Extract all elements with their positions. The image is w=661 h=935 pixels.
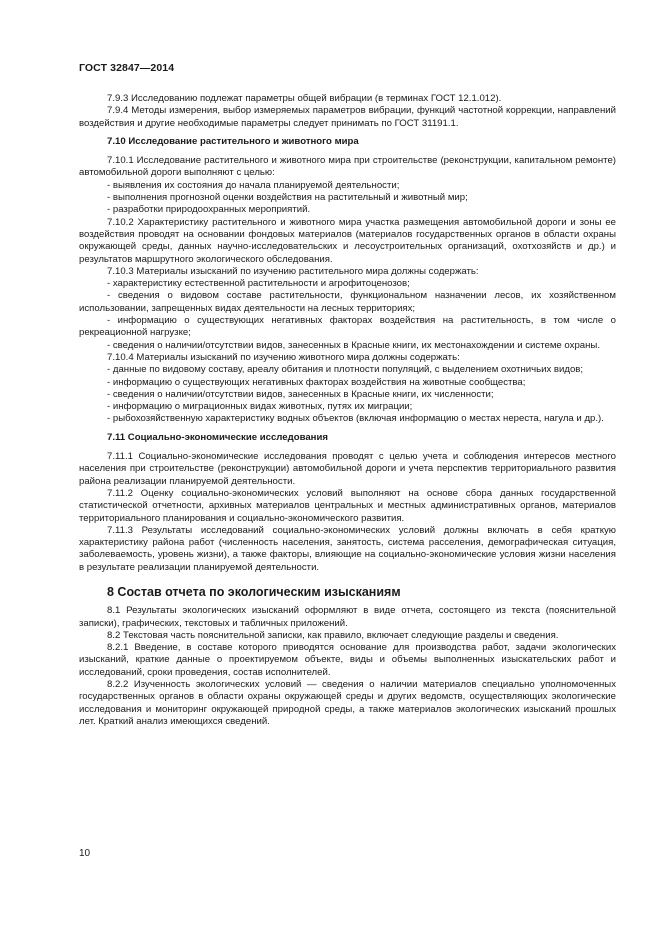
- paragraph-8-1: 8.1 Результаты экологических изысканий оформляют в виде отчета, состоящего из текста (пояснительной записки), графических, текстовых и табличных приложений.: [79, 605, 616, 629]
- document-body: [79, 93, 616, 728]
- list-item: - информацию о существующих негативных факторах воздействия на животные сообщества;: [107, 376, 526, 388]
- paragraph-7-11-3: 7.11.3 Результаты исследований социально-экономических условий должны включать в себя краткую характеристику района работ (численность населения, занятость, система расселения, демографическая ситуация, заболеваемость, уровень жизни), а также факторы, влияющие на социально-экономические условия жизни населения в результате реализации планируемой деятельности.: [79, 524, 616, 573]
- paragraph-7-10-1: 7.10.1 Исследование растительного и животного мира при строительстве (реконструкции, капитальном ремонте) автомобильной дороги выполняют с целью:: [79, 155, 616, 179]
- list-item: - разработки природоохранных мероприятий.: [107, 204, 311, 216]
- list-item: - сведения о видовом составе растительности, функциональном назначении лесов, их хозяйственном использовании, запрещенных видах деятельности на лесных территориях;: [79, 290, 616, 314]
- paragraph-7-11-2: 7.11.2 Оценку социально-экономических условий выполняют на основе сбора данных государственной статистической отчетности, архивных материалов центральных и местных административных органов, материалов территориального планирования и социально-экономического развития.: [79, 487, 616, 524]
- page-number: 10: [79, 848, 91, 859]
- list-item: - характеристику естественной растительности и агрофитоценозов;: [107, 278, 410, 290]
- list-item: - информацию о существующих негативных факторах воздействия на растительность, в том числе о рекреационной нагрузке;: [79, 315, 616, 339]
- list-item: - данные по видовому составу, ареалу обитания и плотности популяций, с выделением охотничьих видов;: [107, 364, 584, 376]
- paragraph-7-10-2: 7.10.2 Характеристику растительного и животного мира участка размещения автомобильной дороги и зоны ее воздействия проводят на основании фондовых материалов (материалов государственных органов в области охраны окружающей среды, данных научно-исследовательских и лесоустроительных организаций, охотхозяйств и др.) и результатов маршрутного экологического обследования.: [79, 216, 616, 265]
- list-item: - информацию о миграционных видах животных, путях их миграции;: [107, 401, 413, 413]
- paragraph-8-2-2: 8.2.2 Изученность экологических условий — сведения о наличии материалов специально уполномоченных государственных органов в области охраны окружающей среды и других ведомств, осуществляющих экологические исследования и мониторинг окружающей природной среды, а также материалов экологических изысканий прошлых лет. Краткий анализ имеющихся сведений.: [79, 679, 616, 727]
- list-item: - сведения о наличии/отсутствии видов, занесенных в Красные книги, их местонахождении и системе охраны.: [107, 339, 600, 351]
- list-item: - рыбохозяйственную характеристику водных объектов (включая информацию о местах нереста, нагула и др.).: [107, 413, 604, 425]
- paragraph-7-9-3: 7.9.3 Исследованию подлежат параметры общей вибрации (в терминах ГОСТ 12.1.012).: [107, 93, 502, 104]
- paragraph-8-2-1: 8.2.1 Введение, в составе которого приводятся основание для производства работ, задачи экологических изысканий, краткие данные о проектируемом объекте, виды и объемы выполненных изыскательских работ и исследований, сроки проведения, состав исполнителей.: [79, 642, 616, 678]
- section-heading-7-10: 7.10 Исследование растительного и животного мира: [107, 135, 359, 147]
- paragraph-7-10-4: 7.10.4 Материалы изысканий по изучению животного мира должны содержать:: [107, 351, 460, 363]
- paragraph-8-2: 8.2 Текстовая часть пояснительной записки, как правило, включает следующие разделы и сведения.: [107, 629, 559, 641]
- list-item: - сведения о наличии/отсутствии видов, занесенных в Красные книги, их численности;: [107, 388, 494, 400]
- list-item: - выявления их состояния до начала планируемой деятельности;: [107, 179, 400, 191]
- section-heading-8: 8 Состав отчета по экологическим изысканиям: [107, 584, 401, 599]
- document-header: ГОСТ 32847—2014: [79, 62, 175, 74]
- list-item: - выполнения прогнозной оценки воздействия на растительный и животный мир;: [107, 192, 468, 204]
- paragraph-7-9-4: 7.9.4 Методы измерения, выбор измеряемых параметров вибрации, функций частотной коррекции, направлений воздействия и другие необходимые параметры следует принимать по ГОСТ 31191.1.: [79, 105, 616, 129]
- paragraph-7-10-3: 7.10.3 Материалы изысканий по изучению растительного мира должны содержать:: [107, 265, 479, 277]
- paragraph-7-11-1: 7.11.1 Социально-экономические исследования проводят с целью учета и соблюдения интересов местного населения при строительстве (реконструкции) автомобильной дороги и учета перспектив территориального развития района реализации планируемой деятельности.: [79, 451, 616, 487]
- section-heading-7-11: 7.11 Социально-экономические исследования: [107, 431, 328, 443]
